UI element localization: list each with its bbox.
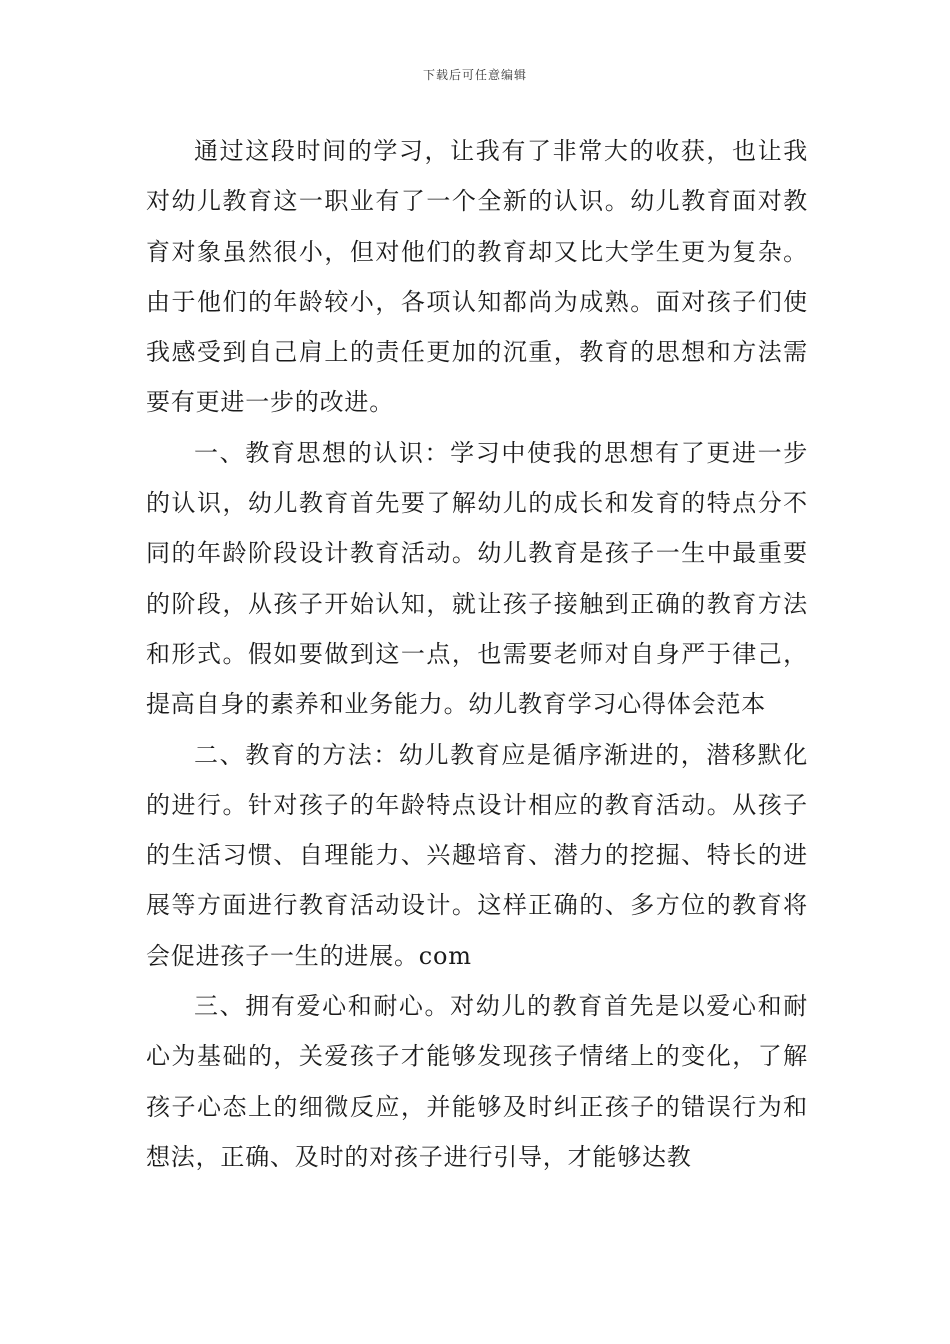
page-header: 下载后可任意编辑 — [422, 68, 527, 82]
paragraph-intro: 通过这段时间的学习，让我有了非常大的收获，也让我对幼儿教育这一职业有了一个全新的认识。幼儿教育面对教育对象虽然很小，但对他们的教育却又比大学生更为复杂。由于他们的年龄较小，各项认知都尚为成熟。面对孩子们使我感受到自己肩上的责任更加的沉重，教育的思想和方法需要有更进一步的改进。 — [146, 137, 808, 417]
paragraph-section-1: 一、教育思想的认识：学习中使我的思想有了更进一步的认识，幼儿教育首先要了解幼儿的成长和发育的特点分不同的年龄阶段设计教育活动。幼儿教育是孩子一生中最重要的阶段，从孩子开始认知，就让孩子接触到正确的教育方法和形式。假如要做到这一点，也需要老师对自身严于律己，提高自身的素养和业务能力。幼儿教育学习心得体会范本 — [146, 438, 808, 719]
paragraph-section-2: 二、教育的方法：幼儿教育应是循序渐进的，潜移默化的进行。针对孩子的年龄特点设计相应的教育活动。从孩子的生活习惯、自理能力、兴趣培育、潜力的挖掘、特长的进展等方面进行教育活动设计。这样正确的、多方位的教育将会促进孩子一生的进展。com — [146, 740, 808, 970]
document-body — [146, 126, 808, 1182]
paragraph-section-3: 三、拥有爱心和耐心。对幼儿的教育首先是以爱心和耐心为基础的，关爱孩子才能够发现孩子情绪上的变化，了解孩子心态上的细微反应，并能够及时纠正孩子的错误行为和想法，正确、及时的对孩子进行引导，才能够达教 — [146, 992, 808, 1171]
